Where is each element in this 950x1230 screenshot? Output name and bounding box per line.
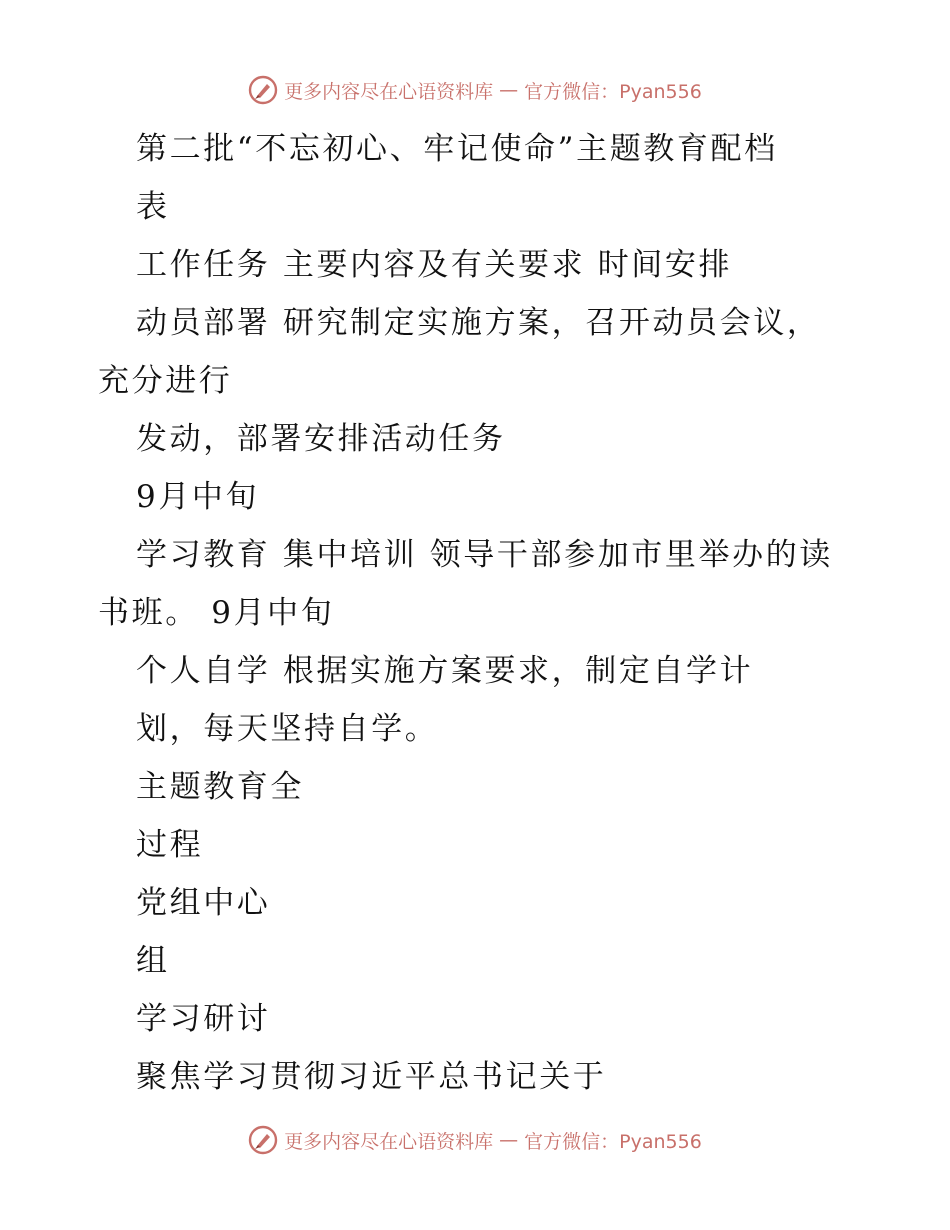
watermark-dash: —: [499, 79, 519, 101]
watermark-wechat: 官方微信：Pyan556: [524, 1130, 702, 1153]
doc-line-mobilize: 动员部署 研究制定实施方案，召开动员会议，: [136, 305, 821, 341]
doc-line-mobilize-wrap: 充分进行: [98, 363, 233, 399]
doc-line-date-1: 9月中旬: [136, 479, 260, 515]
doc-line-party-group-2: 组: [136, 943, 170, 979]
watermark-text: 更多内容尽在心语资料库: [284, 80, 494, 103]
doc-line-study-wrap: 书班。 9月中旬: [98, 595, 335, 631]
doc-line-study: 学习教育 集中培训 领导干部参加市里举办的读: [136, 537, 833, 573]
doc-table-header: 工作任务 主要内容及有关要求 时间安排: [136, 247, 733, 283]
doc-line-seminar: 学习研讨: [136, 1001, 271, 1037]
pen-nib-logo-icon: [248, 1125, 278, 1155]
footer-watermark: [0, 1120, 950, 1160]
doc-line-mobilize-detail: 发动，部署安排活动任务: [136, 421, 506, 457]
doc-line-whole-process-2: 过程: [136, 827, 204, 863]
doc-line-self-study-detail: 划，每天坚持自学。: [136, 711, 439, 747]
pen-nib-logo-icon: [248, 75, 278, 105]
doc-line-party-group-1: 党组中心: [136, 885, 271, 921]
watermark-text: 更多内容尽在心语资料库: [284, 1130, 494, 1153]
doc-title-line-1: 第二批“不忘初心、牢记使命”主题教育配档: [136, 131, 778, 167]
doc-line-whole-process-1: 主题教育全: [136, 769, 304, 805]
header-watermark: [0, 70, 950, 110]
doc-line-self-study: 个人自学 根据实施方案要求，制定自学计: [136, 653, 754, 689]
doc-line-focus: 聚焦学习贯彻习近平总书记关于: [136, 1059, 607, 1095]
watermark-dash: —: [499, 1129, 519, 1151]
watermark-wechat: 官方微信：Pyan556: [524, 80, 702, 103]
doc-title-line-2: 表: [136, 189, 170, 225]
